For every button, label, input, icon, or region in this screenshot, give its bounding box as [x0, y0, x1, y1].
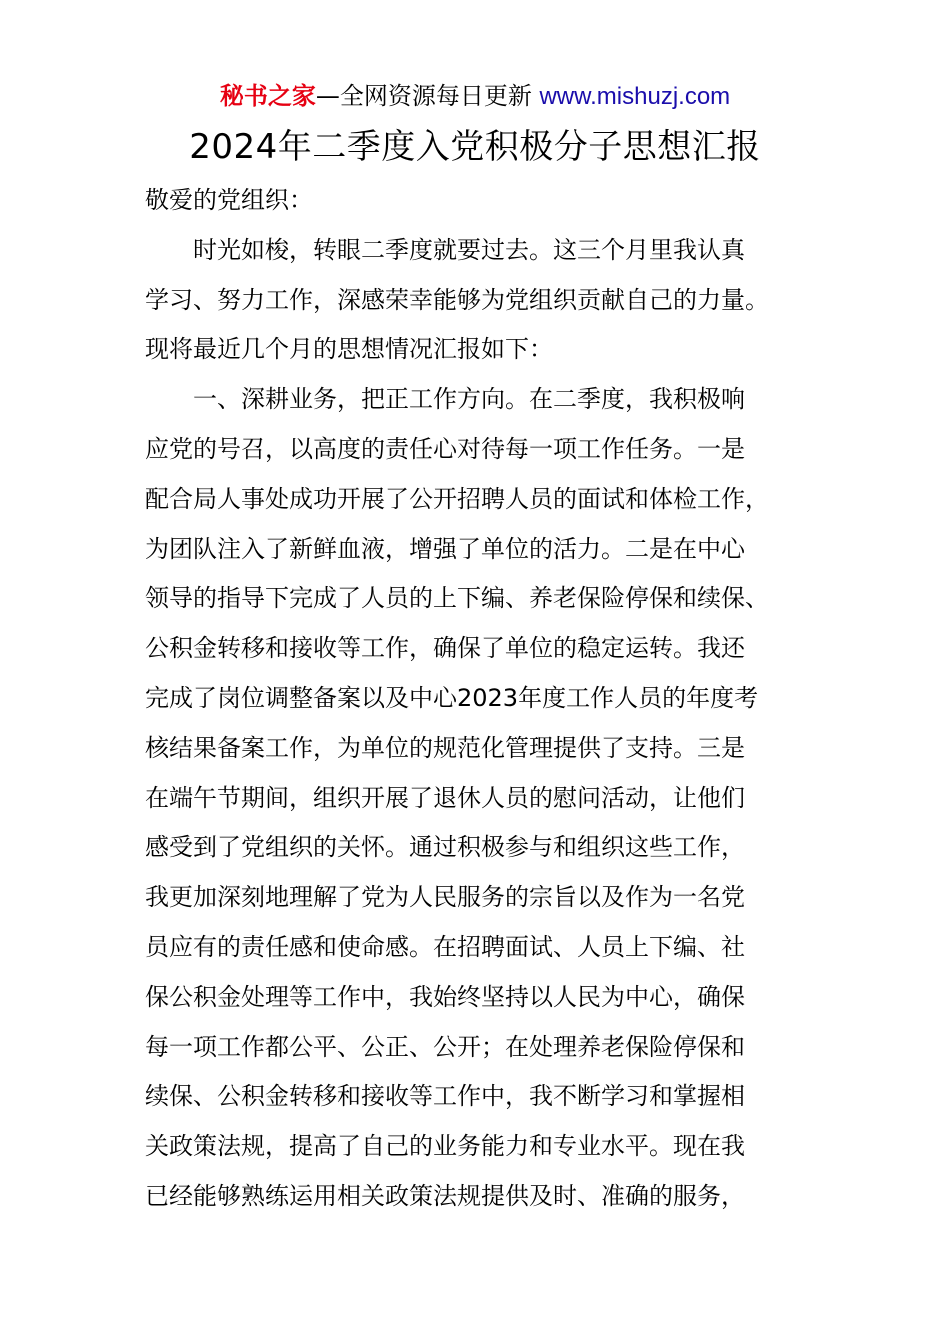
site-header — [0, 80, 950, 113]
salutation: 敬爱的党组织： — [145, 186, 313, 214]
paragraph-line: 完成了岗位调整备案以及中心2023年度工作人员的年度考 — [145, 683, 759, 712]
paragraph-line: 现将最近几个月的思想情况汇报如下： — [145, 335, 553, 364]
paragraph-line: 时光如梭，转眼二季度就要过去。这三个月里我认真 — [193, 235, 745, 264]
paragraph-line: 为团队注入了新鲜血液，增强了单位的活力。二是在中心 — [145, 534, 745, 563]
paragraph-line: 每一项工作都公平、公正、公开；在处理养老保险停保和 — [145, 1032, 745, 1061]
site-url-link[interactable]: www.mishuzj.com — [539, 83, 731, 110]
paragraph-line: 核结果备案工作，为单位的规范化管理提供了支持。三是 — [145, 733, 745, 762]
paragraph-line: 保公积金处理等工作中，我始终坚持以人民为中心，确保 — [145, 982, 745, 1011]
paragraph-line: 我更加深刻地理解了党为人民服务的宗旨以及作为一名党 — [145, 883, 745, 912]
paragraph-line: 员应有的责任感和使命感。在招聘面试、人员上下编、社 — [145, 932, 745, 961]
paragraph-line: 学习、努力工作，深感荣幸能够为党组织贡献自己的力量。 — [145, 285, 769, 314]
paragraph-line: 应党的号召，以高度的责任心对待每一项工作任务。一是 — [145, 434, 745, 463]
document-body — [145, 176, 810, 1222]
paragraph-line: 在端午节期间，组织开展了退休人员的慰问活动，让他们 — [145, 783, 745, 812]
paragraph-line: 配合局人事处成功开展了公开招聘人员的面试和体检工作， — [145, 484, 769, 513]
paragraph-line: 公积金转移和接收等工作，确保了单位的稳定运转。我还 — [145, 634, 745, 663]
paragraph-line: 关政策法规，提高了自己的业务能力和专业水平。现在我 — [145, 1132, 745, 1161]
paragraph-line: 已经能够熟练运用相关政策法规提供及时、准确的服务， — [145, 1181, 745, 1210]
site-brand: 秘书之家 — [219, 82, 316, 110]
site-tagline: —全网资源每日更新 — [315, 82, 532, 110]
document-title: 2024年二季度入党积极分子思想汇报 — [189, 127, 761, 167]
paragraph-line: 续保、公积金转移和接收等工作中，我不断学习和掌握相 — [145, 1082, 745, 1111]
paragraph-line: 感受到了党组织的关怀。通过积极参与和组织这些工作， — [145, 833, 745, 862]
section-heading-line: 一、深耕业务，把正工作方向。在二季度，我积极响 — [193, 385, 745, 414]
paragraph-line: 领导的指导下完成了人员的上下编、养老保险停保和续保、 — [145, 584, 769, 613]
